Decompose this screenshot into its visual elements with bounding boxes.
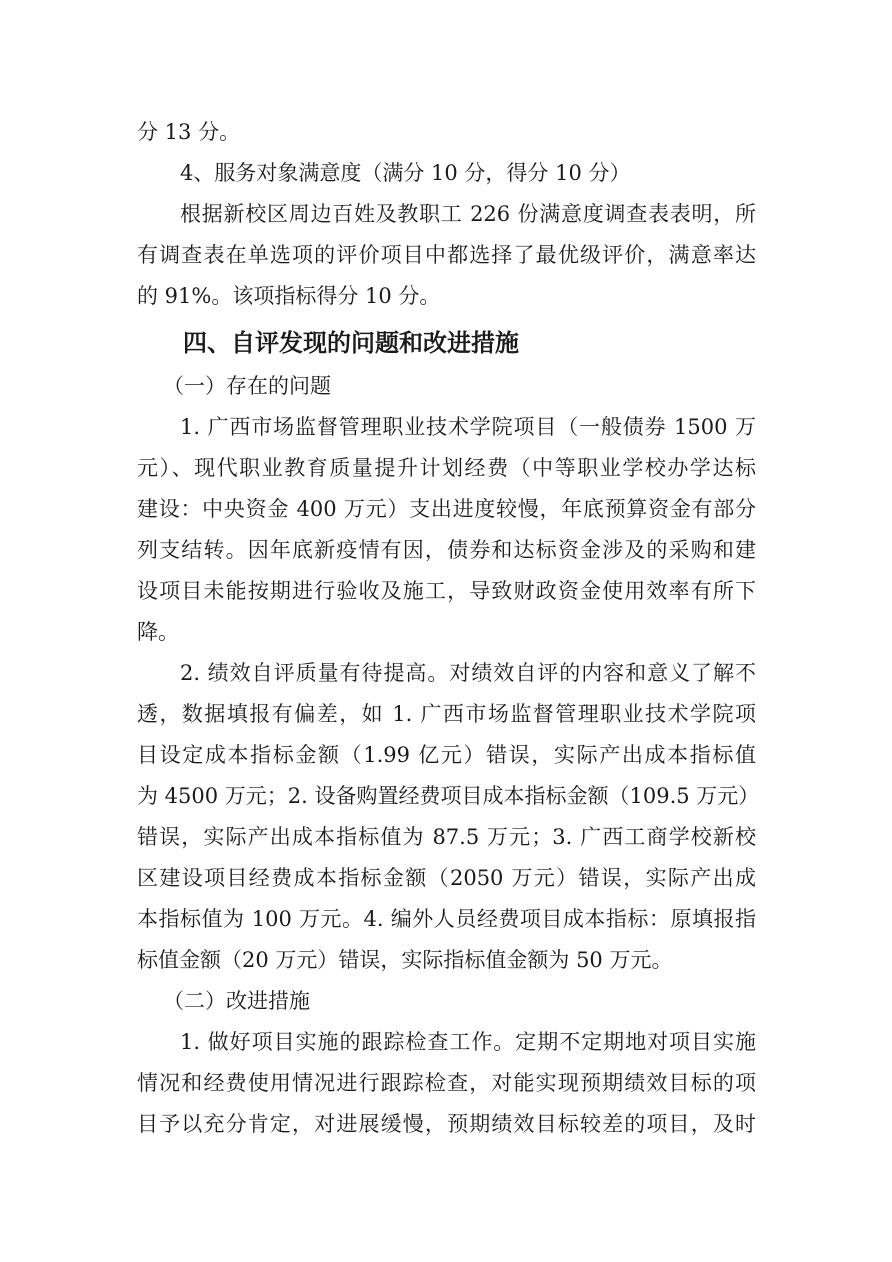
section-subheading: 4、服务对象满意度（满分 10 分，得分 10 分） (180, 161, 631, 185)
text-line: 情况和经费使用情况进行跟踪检查，对能实现预期绩效目标的项 (137, 1071, 756, 1095)
text-line: 元）、现代职业教育质量提升计划经费（中等职业学校办学达标 (137, 456, 756, 480)
subsection-heading: （一）存在的问题 (163, 374, 331, 398)
text-line: 透，数据填报有偏差，如 1. 广西市场监督管理职业技术学院项 (137, 702, 756, 726)
text-line: 有调查表在单选项的评价项目中都选择了最优级评价，满意率达 (137, 243, 756, 267)
text-line: 本指标值为 100 万元。4. 编外人员经费项目成本指标：原填报指 (137, 907, 756, 931)
text-line: 标值金额（20 万元）错误，实际指标值金额为 50 万元。 (137, 948, 673, 972)
subsection-heading: （二）改进措施 (163, 989, 310, 1013)
text-line: 错误，实际产出成本指标值为 87.5 万元；3. 广西工商学校新校 (137, 825, 756, 849)
text-line: 根据新校区周边百姓及教职工 226 份满意度调查表表明，所 (180, 202, 756, 226)
text-line: 分 13 分。 (137, 120, 241, 144)
text-line: 的 91%。该项指标得分 10 分。 (137, 284, 441, 308)
text-line: 1. 广西市场监督管理职业技术学院项目（一般债券 1500 万 (180, 415, 756, 439)
text-line: 目予以充分肯定，对进展缓慢，预期绩效目标较差的项目，及时 (137, 1112, 756, 1136)
text-line: 降。 (137, 620, 179, 644)
text-line: 建设：中央资金 400 万元）支出进度较慢，年底预算资金有部分 (137, 497, 756, 521)
text-line: 目设定成本指标金额（1.99 亿元）错误，实际产出成本指标值 (137, 743, 756, 767)
text-line: 1. 做好项目实施的跟踪检查工作。定期不定期地对项目实施 (180, 1030, 756, 1054)
text-line: 列支结转。因年底新疫情有因，债券和达标资金涉及的采购和建 (137, 538, 756, 562)
text-line: 设项目未能按期进行验收及施工，导致财政资金使用效率有所下 (137, 579, 756, 603)
text-line: 区建设项目经费成本指标金额（2050 万元）错误，实际产出成 (137, 866, 756, 890)
section-heading: 四、自评发现的问题和改进措施 (183, 329, 519, 357)
text-line: 2. 绩效自评质量有待提高。对绩效自评的内容和意义了解不 (180, 661, 756, 685)
text-line: 为 4500 万元；2. 设备购置经费项目成本指标金额（109.5 万元） (137, 784, 760, 808)
